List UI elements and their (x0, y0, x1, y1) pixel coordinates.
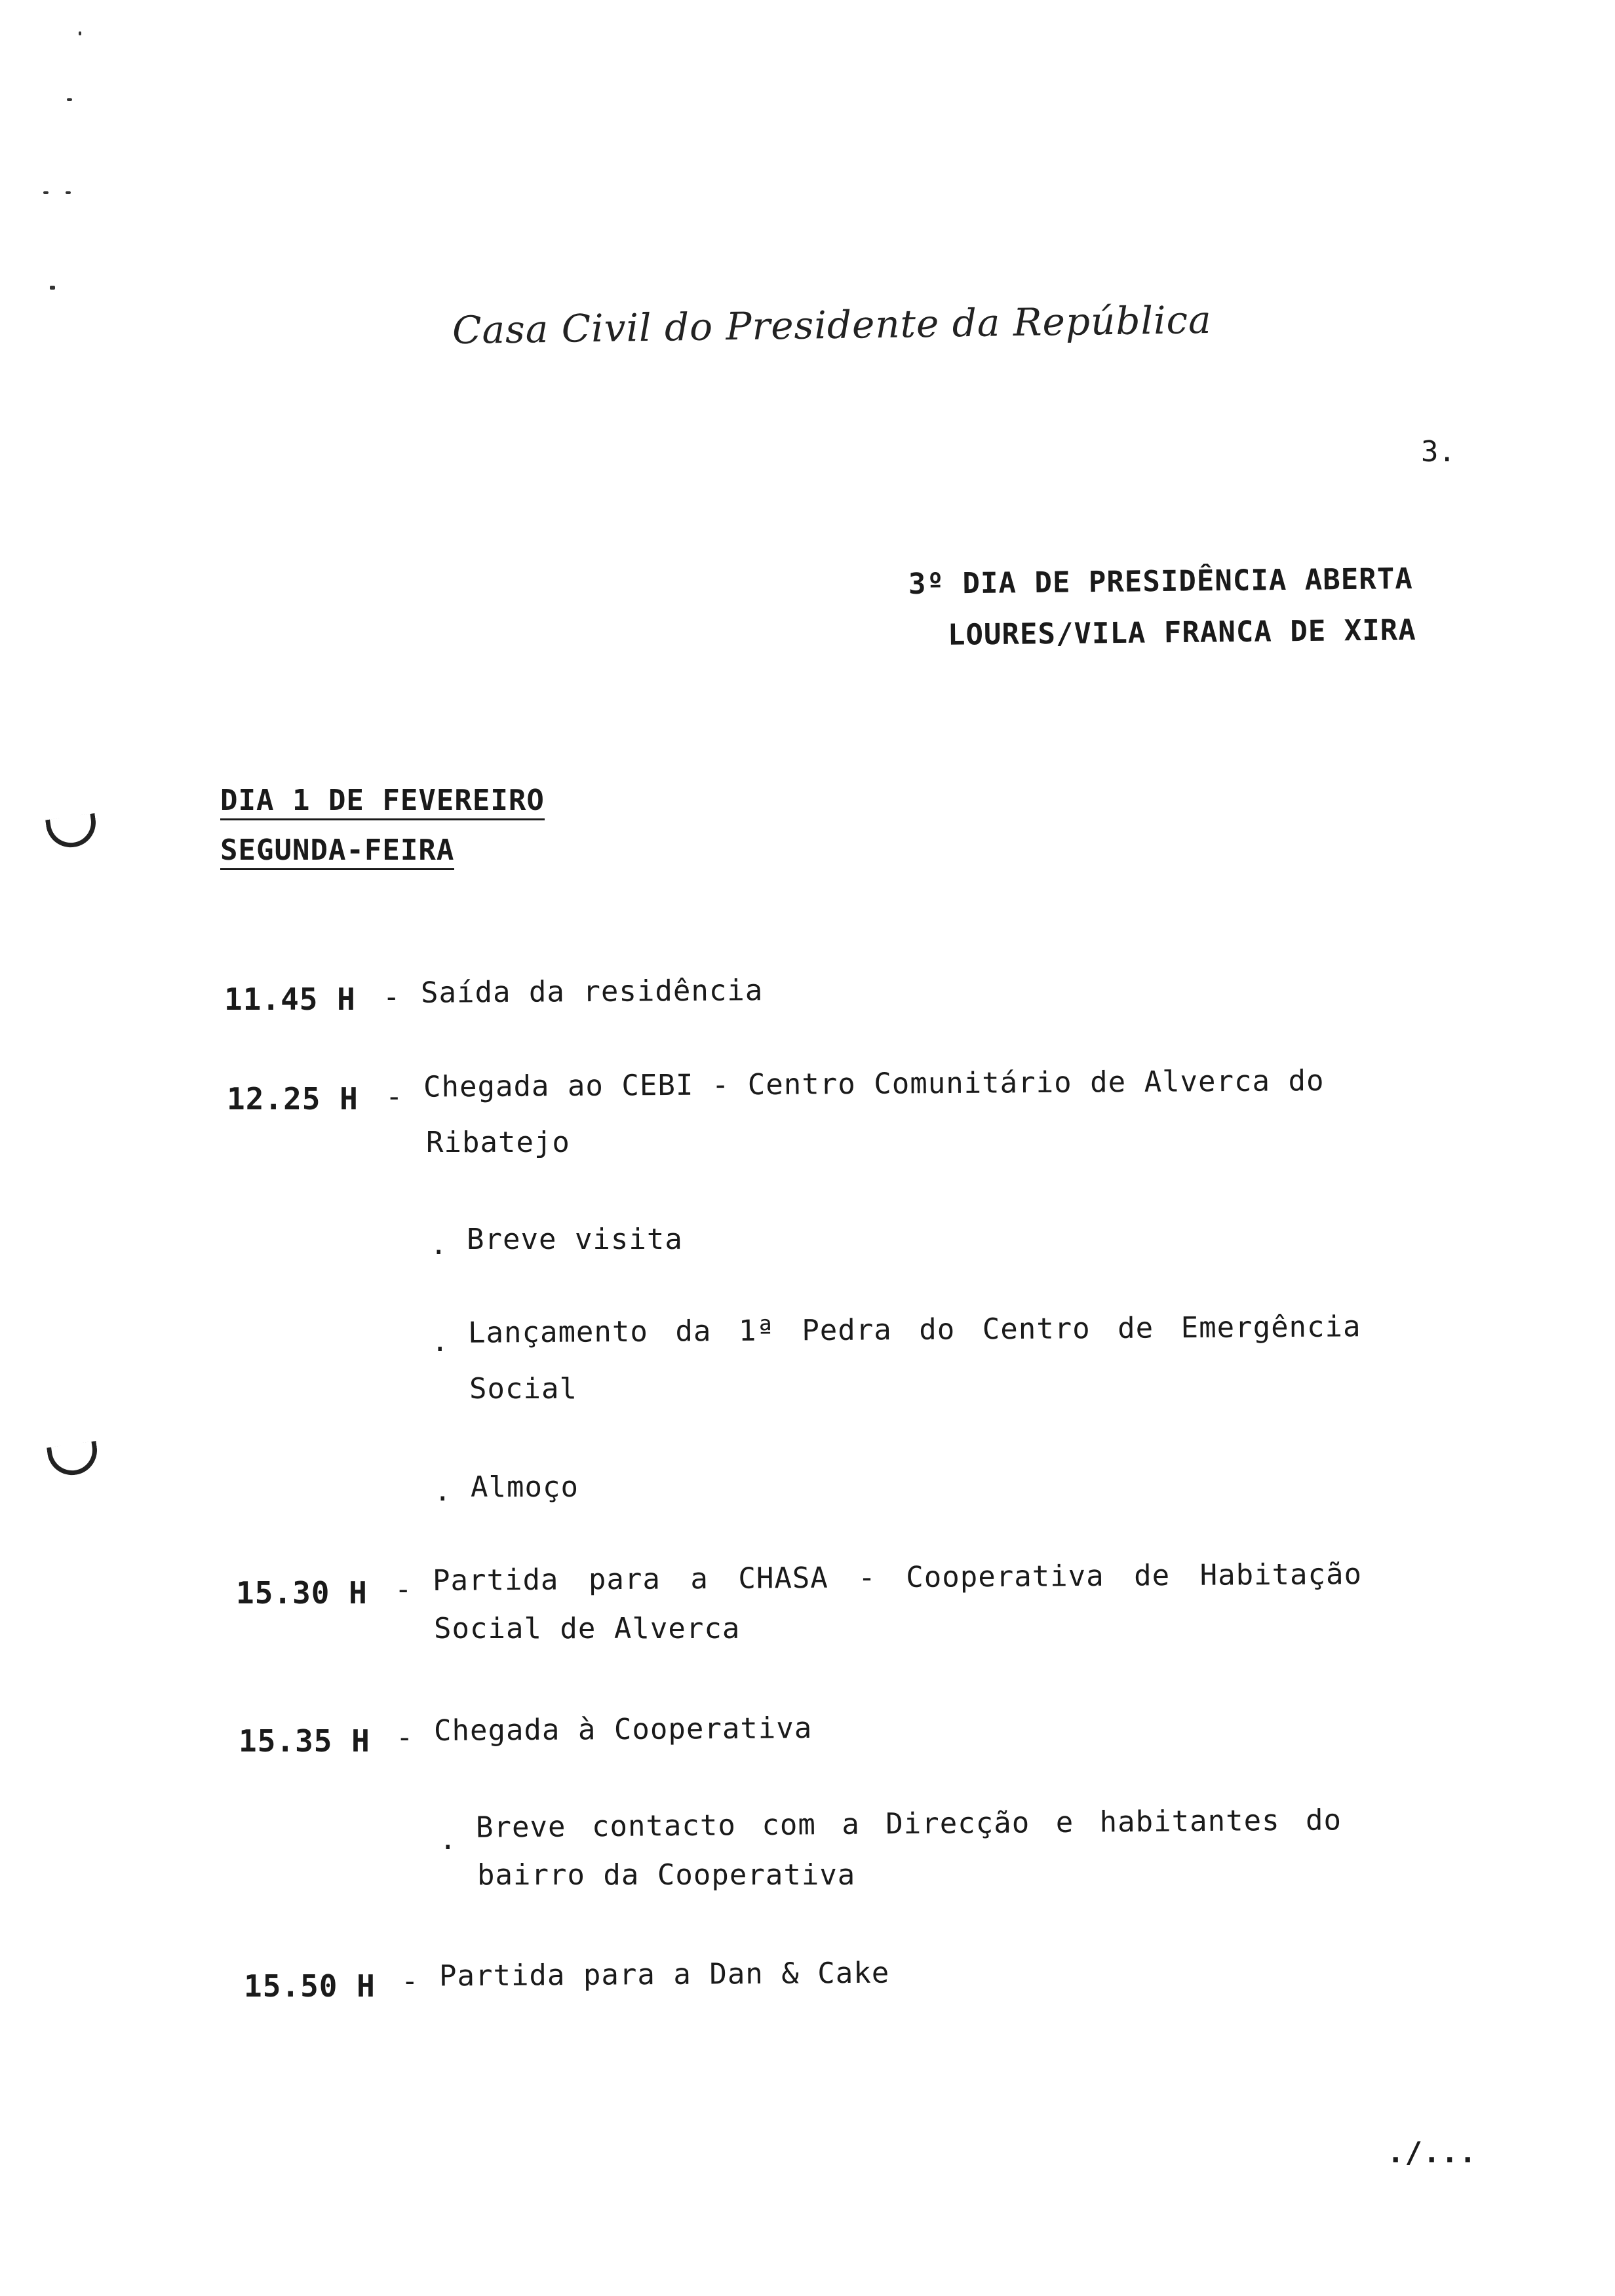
bullet-text-continuation: bairro da Cooperativa (477, 1858, 856, 1892)
day-date: DIA 1 DE FEVEREIRO (220, 784, 545, 820)
page-number: 3. (1421, 435, 1456, 469)
header-title: 3º DIA DE PRESIDÊNCIA ABERTA (908, 562, 1413, 602)
schedule-text: Chegada à Cooperativa (433, 1711, 813, 1748)
schedule-text: Partida para a Dan & Cake (438, 1956, 890, 1993)
page-continuation-mark: ./... (1387, 2136, 1477, 2170)
bullet-text: Breve visita (467, 1223, 683, 1256)
bullet-marker: . (439, 1823, 457, 1856)
bullet-marker: . (431, 1325, 450, 1358)
schedule-time: 15.50 H (244, 1968, 376, 2004)
schedule-time: 12.25 H (227, 1081, 359, 1117)
bullet-marker: . (430, 1228, 448, 1261)
schedule-text: Chegada ao CEBI - Centro Comunitário de Alverca do (423, 1063, 1325, 1104)
bullet-marker: . (434, 1474, 452, 1508)
bullet-text-continuation: Social (469, 1372, 577, 1406)
scan-speck (79, 31, 81, 35)
schedule-text (423, 1063, 1472, 1103)
scan-speck (67, 98, 72, 101)
schedule-time: 11.45 H (224, 982, 356, 1017)
letterhead: Casa Civil do Presidente da República (452, 297, 1213, 353)
schedule-dash: - (385, 1080, 404, 1113)
schedule-text: Saída da residência (420, 974, 764, 1010)
header-location: LOURES/VILA FRANCA DE XIRA (947, 613, 1416, 652)
scan-speck (43, 191, 49, 194)
hole-punch-mark (47, 1441, 100, 1478)
bullet-text: Breve contacto com a Direcção e habitantes do (475, 1803, 1342, 1845)
day-weekday: SEGUNDA-FEIRA (220, 833, 454, 870)
hole-punch-mark (45, 813, 99, 851)
scan-speck (66, 191, 71, 194)
schedule-dash: - (401, 1964, 419, 1998)
schedule-dash: - (383, 980, 401, 1014)
schedule-dash: - (396, 1721, 414, 1754)
schedule-text: Partida para a CHASA - Cooperativa de Habitação (432, 1558, 1363, 1598)
schedule-text-continuation: Ribatejo (426, 1126, 570, 1159)
schedule-time: 15.30 H (236, 1575, 368, 1611)
bullet-text: Almoço (471, 1470, 579, 1504)
schedule-text-continuation: Social de Alverca (434, 1612, 741, 1645)
schedule-time: 15.35 H (239, 1723, 370, 1759)
bullet-text: Lançamento da 1ª Pedra do Centro de Emergência (467, 1310, 1361, 1350)
scan-speck (50, 286, 55, 290)
schedule-dash: - (395, 1573, 413, 1606)
